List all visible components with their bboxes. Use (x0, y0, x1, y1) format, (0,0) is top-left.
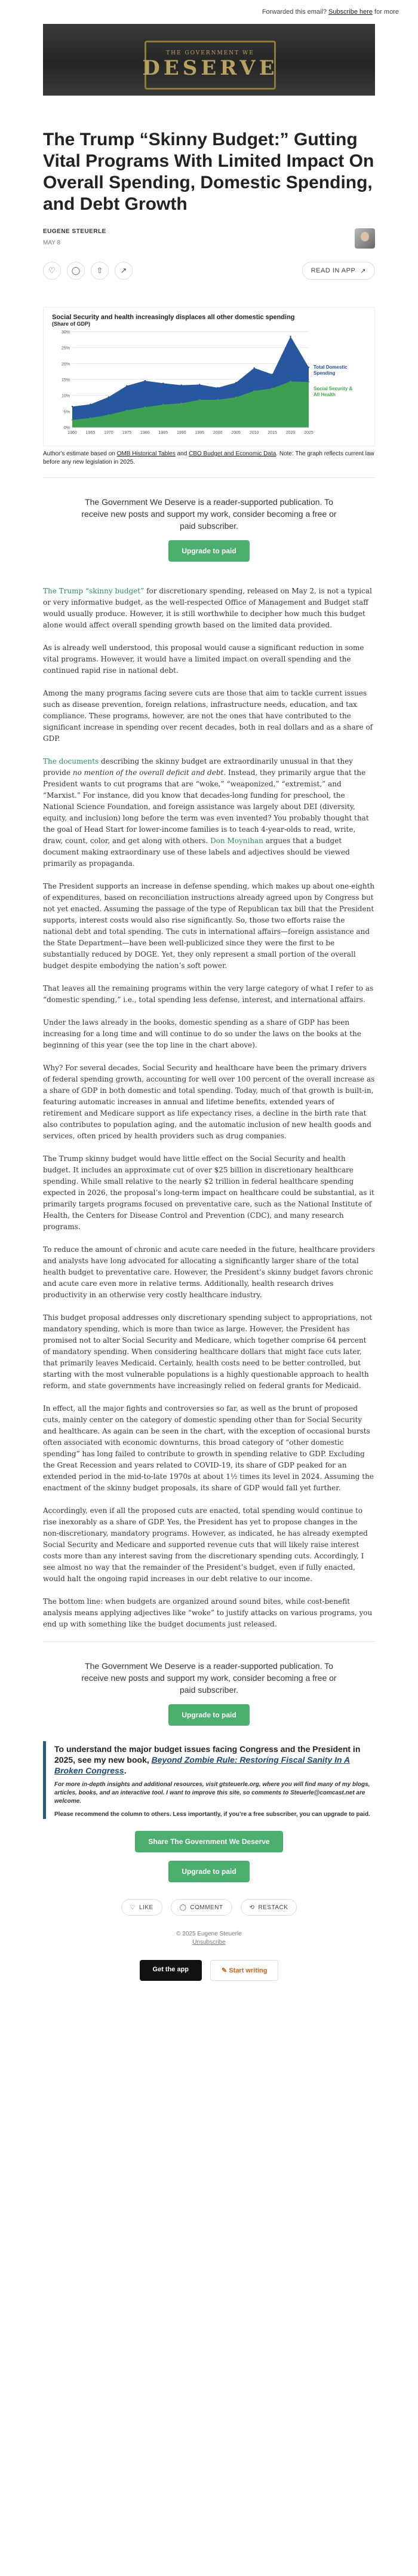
data-point (162, 382, 164, 384)
data-point (235, 382, 236, 383)
x-tick-label: 1995 (195, 431, 205, 435)
paragraph: In effect, all the major fights and controversies so far, as well as the brunt of proposed cuts, mainly center on the category of domestic spending other than for Social Security and healthcare. As again can be seen in the chart, with the exception of occasional bursts often associated with economic downturns, this broad category of “other domestic spending” has long failed to contribute to growth in spending relative to GDP. Excluding the Great Recession and years related to COVID-19, its share of GDP peaked for an extended period in the mid-to-late 1970s at about 1½ times its level in 2024. Assuming the enactment of the skinny budget proposals, its share of GDP would fall yet further. (43, 1404, 374, 1492)
paragraph: Accordingly, even if all the proposed cuts are enacted, total spending would continue to rise inexorably as a share of GDP. Yes, the President has yet to propose changes in the non-discretionary, mandatory programs. However, as indicated, he has already exempted Social Security and Medicare and supported revenue cuts that will likely raise interest costs more than any interest saving from the discretionary spending cuts. Accordingly, I see almost no way that the remainder of the President’s budget, even if fully enacted, would halt the ongoing rapid increases in our debt relative to our income. (43, 1506, 368, 1583)
subscribe-box-bottom (43, 1642, 375, 1726)
emphasis-text: no mention of the overall deficit and debt (72, 768, 224, 777)
legend-label: Spending (314, 370, 336, 376)
paragraph: Why? For several decades, Social Security and healthcare have been the primary drivers of federal spending growth, accounting for well over 100 percent of the overall increase as a share of GDP in both domestic and total spending. Today, much of that growth is built-in, featuring automatic increases in annual and lifetime benefits, extended years of retirement and Medicare support as life expectancy rises, a decline in the birth rate that also contributes to population aging, and the automatic inclusion of new health goods and services, often priced by health providers such as drug companies. (43, 1064, 375, 1140)
data-point (272, 373, 273, 375)
paragraph: Among the many programs facing severe cuts are those that aim to tackle current issues such as disease prevention, foreign relations, infrastructure needs, education, and tax compliance. These programs, however, are not the ones that have contributed to the significant increase in spending over recent decades, both in real dollars and as a share of GDP. (43, 689, 373, 743)
post-actions (43, 262, 375, 280)
author-name[interactable]: EUGENE STEUERLE (43, 228, 106, 235)
paragraph: The President supports an increase in defense spending, which makes up about one-eighth of expenditures, based on reconciliation instructions already agreed upon by Congress but not yet enacted. Assuming the passage of the type of Republican tax bill that the President supports, interest costs would also rise significantly. So, those two efforts raise the national debt and total spending. The cuts in international affairs—foreign assistance and the State Department—have been well-publicized since they were the first to be substantially reduced by DOGE. Yet, they only represent a small portion of the overall budget despite embodying the nation’s soft power. (43, 882, 375, 970)
chart-plot (52, 327, 366, 440)
get-app-button[interactable]: Get the app (140, 1960, 202, 1981)
comment-button[interactable] (171, 1899, 232, 1916)
data-point (181, 403, 182, 404)
caption-mid: and (177, 451, 188, 457)
banner-logo-line2: DESERVE (142, 56, 278, 80)
data-point (272, 388, 273, 389)
data-point (199, 399, 200, 400)
cbo-link[interactable]: CBO Budget and Economic Data (189, 451, 276, 457)
x-tick-label: 1960 (67, 431, 77, 435)
start-writing-button[interactable] (210, 1960, 278, 1981)
upgrade-button[interactable]: Upgrade to paid (168, 540, 249, 562)
banner-logo-line1: THE GOVERNMENT WE (166, 50, 254, 56)
book-callout-text: To understand the major budget issues facing Congress and the President in 2025, see my new book, (54, 1744, 361, 1765)
forward-bar (0, 0, 418, 24)
data-point (90, 403, 91, 405)
pencil-icon: ✎ (222, 1967, 229, 1974)
upgrade-button[interactable]: Upgrade to paid (168, 1861, 249, 1882)
x-tick-label: 1980 (140, 431, 150, 435)
x-tick-label: 2020 (285, 431, 296, 435)
skinny-budget-link[interactable]: The Trump “skinny budget” (43, 587, 145, 595)
subscribe-box (43, 478, 375, 562)
data-point (199, 384, 200, 385)
data-point (162, 404, 164, 405)
data-point (90, 417, 91, 418)
forward-prefix: Forwarded this email? (262, 8, 327, 16)
resources-note: For more in-depth insights and additional resources, visit gtsteuerle.org, where you will find many of my blogs, articles, books, and an interactive tool. I want to improve this site, so comments to Steuerle@comcast.net are welcome. (54, 1781, 370, 1805)
x-tick-label: 1985 (158, 431, 168, 435)
author-avatar[interactable] (355, 228, 375, 249)
restack-button[interactable] (241, 1899, 297, 1916)
data-point (126, 385, 127, 386)
start-writing-label: Start writing (229, 1967, 268, 1974)
paragraph: Under the laws already in the books, domestic spending as a share of GDP has been increasing for a long time and will continue to do so under the laws on the books at the beginning of this year (see the top line in the chart above). (43, 1018, 361, 1049)
data-point (181, 384, 182, 385)
y-tick-label: 20% (61, 362, 70, 367)
read-in-app-label: READ IN APP (311, 267, 356, 274)
restack-label: RESTACK (258, 1904, 288, 1911)
data-point (217, 387, 218, 388)
data-point (308, 381, 309, 382)
subscribe-text: The Government We Deserve is a reader-supported publication. To receive new posts and support my work, consider becoming a free or paid subscriber. (81, 1661, 337, 1695)
upgrade-button[interactable]: Upgrade to paid (168, 1704, 249, 1726)
data-point (126, 410, 127, 411)
paragraph-text: for discretionary spending, released on May 2, is not a typical or very informative budget, as the well-respected Office of Management and Budget staff would usually produce. However, it is still worthwhile to decipher how much this budget alone would affect overall spending growth based on the limited data provided. (43, 587, 372, 629)
paragraph-text: argues that a budget document making extraordinary use of these labels and adjectives should be viewed primarily as propaganda. (43, 837, 350, 868)
data-point (217, 399, 218, 400)
paragraph (43, 586, 375, 631)
banner-logo (142, 41, 278, 90)
read-in-app-button[interactable] (302, 262, 375, 280)
like-label: LIKE (139, 1904, 153, 1911)
post-date: MAY 8 (43, 240, 61, 246)
unsubscribe-link[interactable]: Unsubscribe (192, 1939, 226, 1946)
upgrade-section (43, 1852, 375, 1882)
publication-banner[interactable] (43, 24, 375, 96)
restack-icon: ⟲ (249, 1904, 255, 1911)
data-point (108, 414, 109, 415)
forward-suffix: for more (374, 8, 399, 16)
data-point (290, 336, 291, 337)
post-body (43, 586, 375, 1630)
paragraph: This budget proposal addresses only discretionary spending subject to appropriations, not mandatory spending, which is more than twice as large. However, the President has promised not to alter Social Security and Medicare, which together comprise 64 percent of mandatory spending. When considering healthcare dollars that might face cuts later, that primarily leaves Medicaid. Certainly, health costs need to be better controlled, but starting with the most vulnerable populations is a highly questionable approach to health reform, and state governments have increasingly relied on federal grants for Medicaid. (43, 1313, 373, 1390)
data-point (235, 397, 236, 398)
book-callout-heading (54, 1744, 375, 1776)
chart-title: Social Security and health increasingly displaces all other domestic spending (52, 314, 295, 321)
paragraph-text: describing the skinny budget are extraordinarily unusual in that they provide (43, 757, 354, 777)
data-point (145, 380, 146, 381)
x-tick-label: 2000 (213, 431, 223, 435)
data-point (72, 406, 73, 407)
recommend-note: Please recommend the column to others. Less importantly, if you’re a free subscriber, you can upgrade to paid. (54, 1811, 370, 1818)
x-tick-label: 2005 (231, 431, 241, 435)
x-tick-label: 2025 (304, 431, 314, 435)
spending-chart[interactable] (43, 307, 375, 446)
book-callout (43, 1741, 375, 1819)
share-button[interactable]: Share The Government We Deserve (135, 1831, 282, 1852)
paragraph-text: . Instead, they primarily argue that the President wants to cut programs that are “woke,” “weaponized,” “extremist,” and “Marxist.” For instance, did you know that decades-long funding for preschool, the National Science Foundation, and foreign assistance was largely about DEI (diversity, equity, and inclusion) long before the term was even invented? You probably thought that the goal of Head Start for lower-income families is to teach 4-year-olds to read, write, draw, count, color, and get along with others. (43, 768, 369, 845)
paragraph: The Trump skinny budget would have little effect on the Social Security and health budget. It includes an approximate cut of over $25 billion in discretionary healthcare spending. While small relative to the nearly $2 trillion in federal healthcare spending expected in 2026, the proposal’s long-term impact on healthcare could be substantial, as it primarily targets programs focused on preventative care, such as the National Institute of Health, the Centers for Disease Control and Prevention (CDC), and many research programs. (43, 1154, 374, 1231)
action-icons (43, 262, 133, 280)
post-title[interactable]: The Trump “Skinny Budget:” Gutting Vital Programs With Limited Impact On Overall Spending, Domestic Spending, and Debt Growth (43, 130, 374, 214)
share-section (43, 1819, 375, 1852)
heart-icon[interactable]: ♡ (43, 262, 61, 280)
footer (43, 1930, 375, 1947)
external-link-icon: ↗ (360, 267, 366, 275)
data-point (72, 419, 73, 421)
x-tick-label: 2010 (249, 431, 259, 435)
y-tick-label: 5% (63, 410, 70, 415)
x-tick-label: 1965 (85, 431, 96, 435)
y-tick-label: 0% (63, 426, 70, 430)
x-tick-label: 1990 (176, 431, 186, 435)
subscribe-text: The Government We Deserve is a reader-supported publication. To receive new posts and support my work, consider becoming a free or paid subscriber. (81, 497, 337, 531)
x-tick-label: 2015 (268, 431, 277, 435)
paragraph: The bottom line: when budgets are organized around sound bites, while cost-benefit analysis means applying adjectives like “woke” to justify attacks on various programs, you end up with something like the budget documents just released. (43, 1597, 373, 1628)
heart-icon: ♡ (130, 1904, 136, 1911)
y-tick-label: 25% (61, 346, 70, 351)
copyright: © 2025 Eugene Steuerle (176, 1931, 242, 1937)
caption-suffix: . Note: The graph reflects current law before any new legislation in 2025. (43, 451, 374, 465)
forward-icon[interactable]: ↗ (115, 262, 133, 280)
legend-label: Social Security & (314, 386, 353, 391)
data-point (308, 367, 309, 368)
paragraph: That leaves all the remaining programs within the very large category of what I refer to as “domestic spending,” i.e., total spending less defense, interest, and international affairs. (43, 984, 374, 1004)
data-point (253, 367, 254, 369)
omb-link[interactable]: OMB Historical Tables (116, 451, 176, 457)
paragraph: To reduce the amount of chronic and acute care needed in the future, healthcare providers and analysts have long advocated for allocating a significantly larger share of the total health budget to preventative care. However, the President’s skinny budget favors chronic and acute care even more in relative terms. Additionally, health research drives productivity in an otherwise very costly healthcare industry. (43, 1245, 375, 1299)
legend-label: Total Domestic (314, 365, 348, 370)
y-tick-label: 30% (61, 330, 70, 335)
moynihan-link[interactable]: Don Moynihan (210, 837, 263, 845)
book-callout-end: . (124, 1766, 127, 1775)
legend-label: All Health (314, 392, 336, 397)
y-tick-label: 15% (61, 378, 70, 382)
comment-label: COMMENT (190, 1904, 223, 1911)
chart-subtitle: (Share of GDP) (52, 321, 91, 327)
share-icon[interactable]: ⇧ (91, 262, 109, 280)
comment-icon[interactable]: ◯ (67, 262, 85, 280)
data-point (108, 396, 109, 397)
data-point (253, 390, 254, 391)
chart-caption (43, 450, 375, 467)
documents-link[interactable]: The documents (43, 757, 99, 765)
app-row (43, 1960, 375, 1981)
data-point (145, 406, 146, 408)
y-tick-label: 10% (61, 394, 70, 399)
like-button[interactable] (121, 1899, 162, 1916)
bottom-actions (43, 1899, 375, 1916)
data-point (290, 381, 291, 382)
byline (43, 228, 375, 249)
subscribe-link[interactable]: Subscribe here (328, 8, 373, 16)
main-content (43, 129, 375, 1981)
caption-prefix: Author's estimate based on (43, 451, 115, 457)
paragraph (43, 756, 375, 869)
paragraph: As is already well understood, this proposal would cause a significant reduction in some vital programs. However, it would have a limited impact on overall spending and the continued rapid rise in national debt. (43, 644, 364, 675)
book-link[interactable]: Beyond Zombie Rule: Restoring Fiscal Sanity In A Broken Congress (54, 1755, 351, 1775)
x-tick-label: 1970 (104, 431, 113, 435)
comment-icon: ◯ (179, 1904, 187, 1911)
x-tick-label: 1975 (122, 431, 132, 435)
